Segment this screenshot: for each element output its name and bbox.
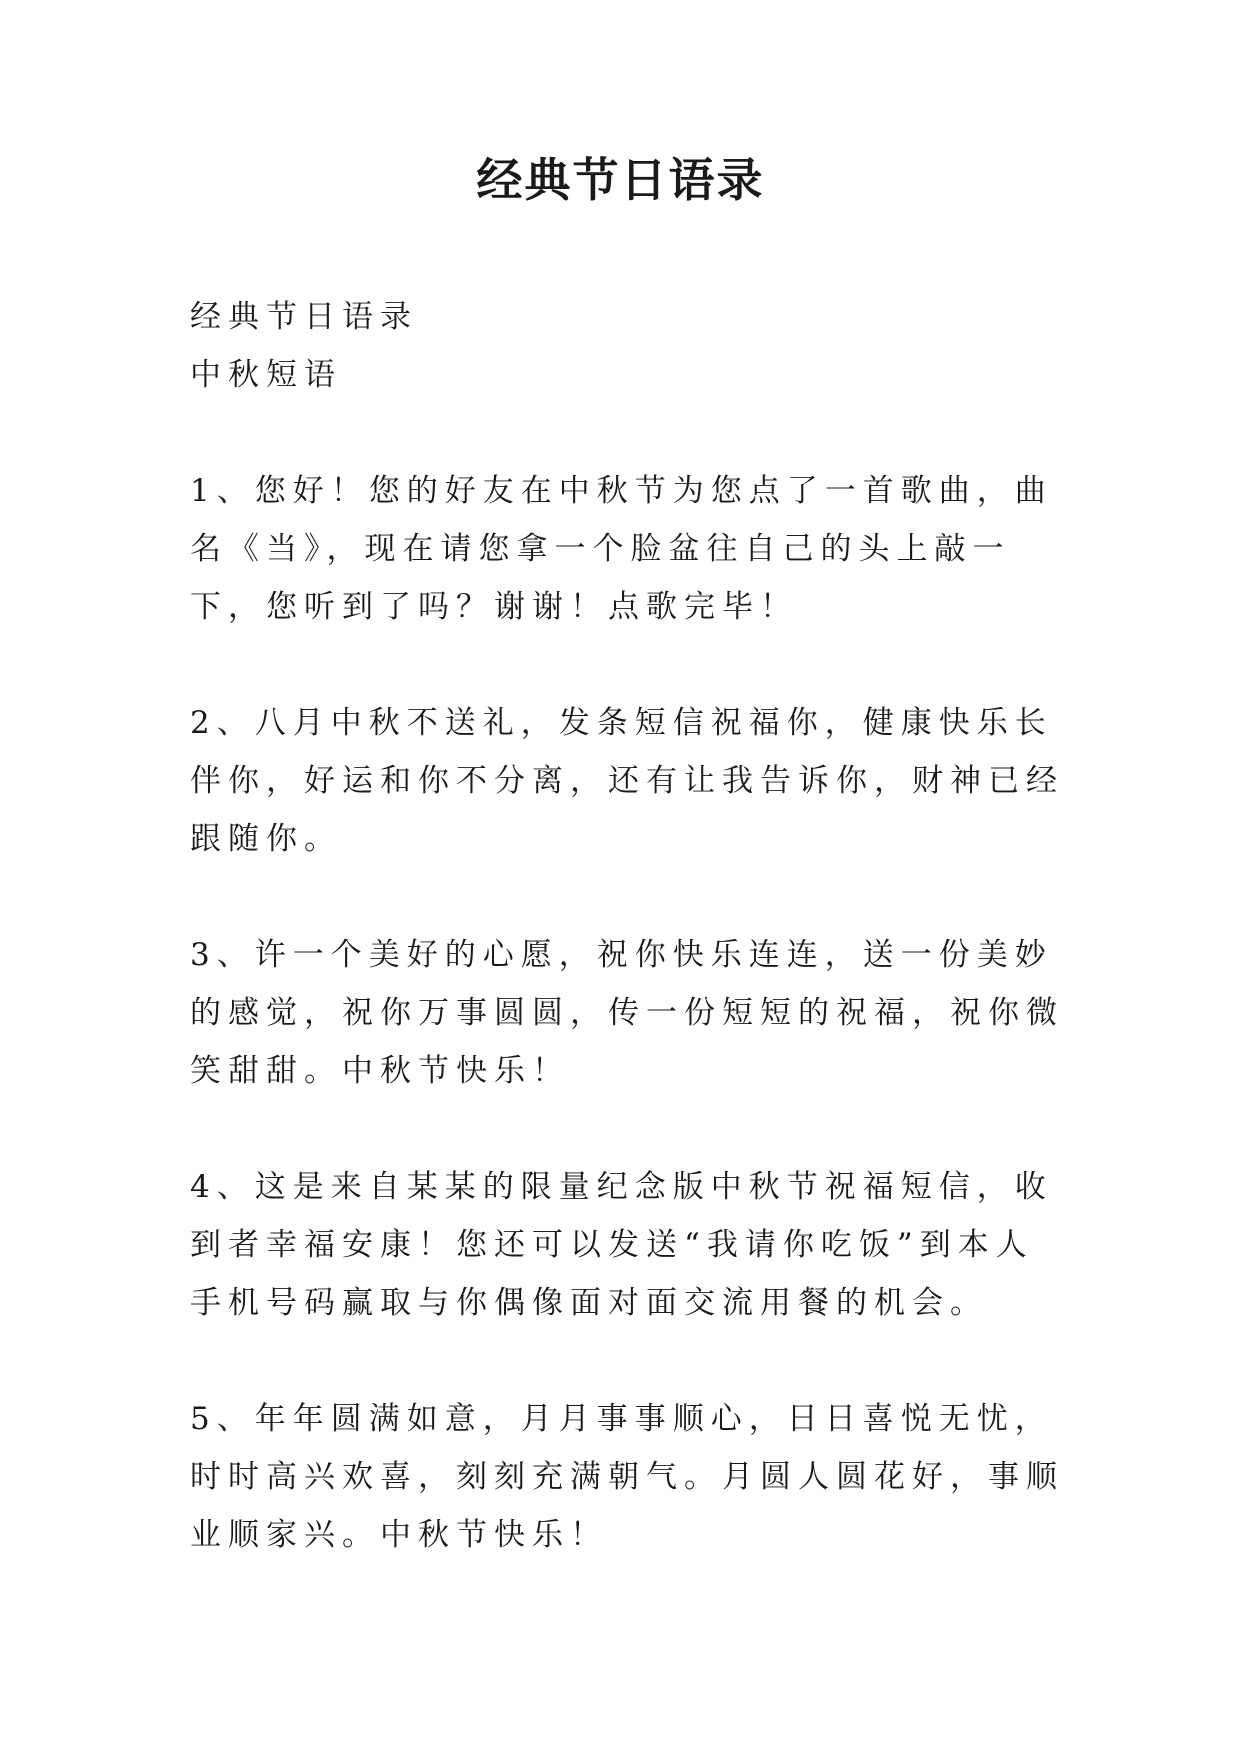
document-body — [190, 288, 1070, 1564]
document-title: 经典节日语录 — [476, 153, 765, 207]
paragraph-4: 4、这是来自某某的限量纪念版中秋节祝福短信，收到者幸福安康！您还可以发送“我请你吃饭”到本人手机号码赢取与你偶像面对面交流用餐的机会。 — [190, 1169, 1053, 1321]
paragraph-3: 3、许一个美好的心愿，祝你快乐连连，送一份美妙的感觉，祝你万事圆圆，传一份短短的祝福，祝你微笑甜甜。中秋节快乐！ — [190, 937, 1064, 1089]
paragraph-2: 2、八月中秋不送礼，发条短信祝福你，健康快乐长伴你，好运和你不分离，还有让我告诉你，财神已经跟随你。 — [190, 705, 1064, 857]
paragraph-1: 1、您好！您的好友在中秋节为您点了一首歌曲，曲名《当》，现在请您拿一个脸盆往自己的头上敲一下，您听到了吗？谢谢！点歌完毕！ — [190, 473, 1053, 625]
paragraph-5: 5、年年圆满如意，月月事事顺心，日日喜悦无忧，时时高兴欢喜，刻刻充满朝气。月圆人圆花好，事顺业顺家兴。中秋节快乐！ — [190, 1401, 1064, 1553]
section-heading: 中秋短语 — [190, 357, 342, 393]
document-subtitle: 经典节日语录 — [190, 299, 418, 335]
